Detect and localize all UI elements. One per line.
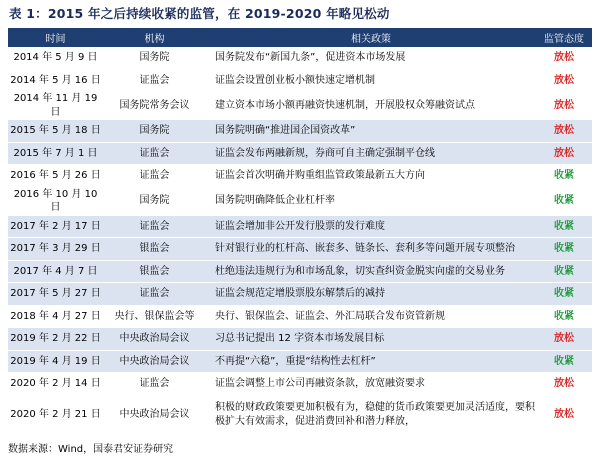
policy-table xyxy=(8,28,592,435)
cell-attitude: 放松 xyxy=(536,328,592,351)
cell-policy: 积极的财政政策要更加积极有为，稳健的货币政策要更加灵活适度，要积极扩大有效需求，促进消费回补和潜力释放， xyxy=(206,395,536,434)
cell-policy: 不再提“六稳”，重提“结构性去杠杆” xyxy=(206,350,536,373)
cell-org: 证监会 xyxy=(103,373,206,396)
cell-org: 证监会 xyxy=(103,142,206,165)
cell-date: 2015 年 5 月 18 日 xyxy=(8,120,103,143)
table-title: 表 1：2015 年之后持续收紧的监管，在 2019-2020 年略见松动 xyxy=(9,6,390,21)
header-date: 时间 xyxy=(8,28,103,47)
cell-org: 证监会 xyxy=(103,165,206,188)
cell-policy: 国务院明确降低企业杠杆率 xyxy=(206,187,536,215)
cell-org: 中央政治局会议 xyxy=(103,350,206,373)
cell-org: 证监会 xyxy=(103,69,206,92)
cell-attitude: 收紧 xyxy=(536,350,592,373)
cell-policy: 证监会发布两融新规，券商可自主确定强制平仓线 xyxy=(206,142,536,165)
cell-date: 2014 年 5 月 16 日 xyxy=(8,69,103,92)
header-org: 机构 xyxy=(103,28,206,47)
cell-date: 2017 年 5 月 27 日 xyxy=(8,283,103,306)
header-attitude: 监管态度 xyxy=(536,28,592,47)
cell-date: 2014 年 11 月 19 日 xyxy=(8,92,103,120)
cell-attitude: 放松 xyxy=(536,142,592,165)
cell-policy: 杜绝违法违规行为和市场乱象，切实查纠资金脱实向虚的交易业务 xyxy=(206,260,536,283)
cell-policy: 针对银行业的杠杆高、嵌套多、链条长、套利多等问题开展专项整治 xyxy=(206,238,536,261)
cell-date: 2020 年 2 月 21 日 xyxy=(8,395,103,434)
cell-attitude: 放松 xyxy=(536,92,592,120)
cell-policy: 证监会设置创业板小额快速定增机制 xyxy=(206,69,536,92)
table-row xyxy=(8,120,592,143)
table-header-row xyxy=(8,28,592,47)
cell-attitude: 收紧 xyxy=(536,283,592,306)
cell-date: 2020 年 2 月 14 日 xyxy=(8,373,103,396)
cell-attitude: 放松 xyxy=(536,120,592,143)
cell-policy: 证监会调整上市公司再融资条款，放宽融资要求 xyxy=(206,373,536,396)
cell-attitude: 收紧 xyxy=(536,187,592,215)
data-source-note: 数据来源：Wind，国泰君安证券研究 xyxy=(8,444,174,455)
cell-attitude: 收紧 xyxy=(536,165,592,188)
cell-org: 中央政治局会议 xyxy=(103,395,206,434)
header-policy: 相关政策 xyxy=(206,28,536,47)
cell-org: 国务院常务会议 xyxy=(103,92,206,120)
table-row xyxy=(8,305,592,328)
cell-date: 2019 年 2 月 22 日 xyxy=(8,328,103,351)
table-row xyxy=(8,283,592,306)
table-row xyxy=(8,238,592,261)
table-row xyxy=(8,350,592,373)
cell-attitude: 收紧 xyxy=(536,215,592,238)
table-row xyxy=(8,165,592,188)
cell-attitude: 放松 xyxy=(536,373,592,396)
cell-attitude: 放松 xyxy=(536,69,592,92)
table-row xyxy=(8,69,592,92)
cell-policy: 证监会增加非公开发行股票的发行难度 xyxy=(206,215,536,238)
table-row xyxy=(8,215,592,238)
cell-policy: 习总书记提出 12 字资本市场发展目标 xyxy=(206,328,536,351)
cell-date: 2014 年 5 月 9 日 xyxy=(8,47,103,69)
cell-policy: 国务院发布“新国九条”，促进资本市场发展 xyxy=(206,47,536,69)
cell-attitude: 收紧 xyxy=(536,260,592,283)
table-row xyxy=(8,395,592,434)
table-row xyxy=(8,260,592,283)
cell-attitude: 收紧 xyxy=(536,305,592,328)
cell-org: 中央政治局会议 xyxy=(103,328,206,351)
cell-date: 2016 年 10 月 10 日 xyxy=(8,187,103,215)
cell-org: 银监会 xyxy=(103,238,206,261)
cell-org: 证监会 xyxy=(103,215,206,238)
cell-org: 国务院 xyxy=(103,187,206,215)
table-row xyxy=(8,92,592,120)
cell-date: 2017 年 4 月 7 日 xyxy=(8,260,103,283)
table-row xyxy=(8,328,592,351)
cell-org: 央行、银保监会等 xyxy=(103,305,206,328)
cell-org: 证监会 xyxy=(103,283,206,306)
cell-date: 2017 年 3 月 29 日 xyxy=(8,238,103,261)
cell-date: 2017 年 2 月 17 日 xyxy=(8,215,103,238)
table-row xyxy=(8,142,592,165)
cell-policy: 央行、银保监会、证监会、外汇局联合发布资管新规 xyxy=(206,305,536,328)
cell-date: 2019 年 4 月 19 日 xyxy=(8,350,103,373)
cell-date: 2015 年 7 月 1 日 xyxy=(8,142,103,165)
table-row xyxy=(8,47,592,69)
cell-attitude: 放松 xyxy=(536,47,592,69)
cell-org: 国务院 xyxy=(103,120,206,143)
cell-policy: 证监会规范定增股票股东解禁后的减持 xyxy=(206,283,536,306)
cell-attitude: 放松 xyxy=(536,395,592,434)
cell-policy: 证监会首次明确并购重组监管政策最新五大方向 xyxy=(206,165,536,188)
cell-org: 银监会 xyxy=(103,260,206,283)
cell-policy: 国务院明确“推进国企国资改革” xyxy=(206,120,536,143)
table-row xyxy=(8,373,592,396)
cell-date: 2018 年 4 月 27 日 xyxy=(8,305,103,328)
cell-policy: 建立资本市场小额再融资快速机制，开展股权众筹融资试点 xyxy=(206,92,536,120)
cell-org: 国务院 xyxy=(103,47,206,69)
cell-attitude: 收紧 xyxy=(536,238,592,261)
cell-date: 2016 年 5 月 26 日 xyxy=(8,165,103,188)
table-row xyxy=(8,187,592,215)
